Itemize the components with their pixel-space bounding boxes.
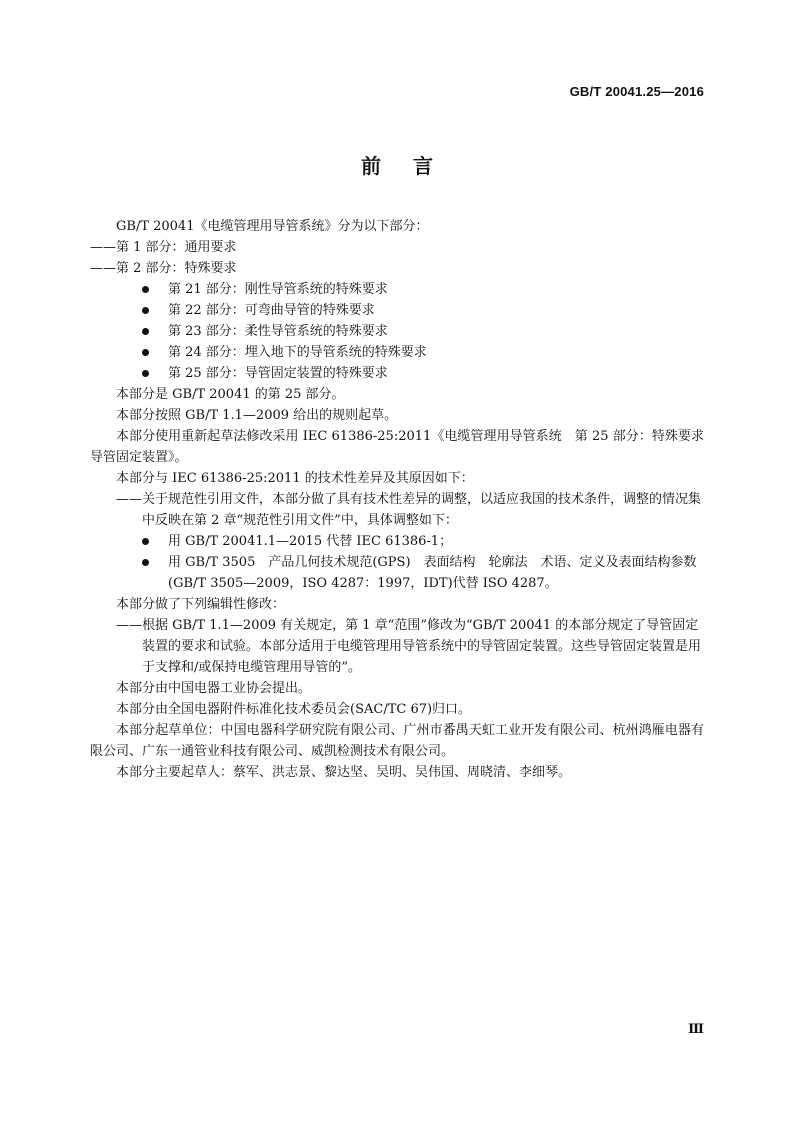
dash-mark: —— (116, 618, 142, 633)
subpart-item (90, 321, 704, 342)
page-number: Ⅲ (688, 1022, 704, 1037)
intro-paragraph: GB/T 20041《电缆管理用导管系统》分为以下部分： (116, 219, 429, 234)
centralized-paragraph: 本部分由全国电器附件标准化技术委员会(SAC/TC 67)归口。 (116, 702, 472, 717)
dash-mark: —— (90, 261, 116, 276)
part-label: 第 1 部分：通用要求 (116, 240, 237, 255)
subpart-item (90, 363, 704, 384)
dash-mark: —— (90, 240, 116, 255)
subpart-label: 第 24 部分：埋入地下的导管系统的特殊要求 (168, 345, 427, 360)
subpart-label: 第 21 部分：刚性导管系统的特殊要求 (168, 282, 388, 297)
editorial-text: 根据 GB/T 1.1—2009 有关规定，第 1 章“范围”修改为“GB/T 20041 的本部分规定了导管固定装置的要求和试验。本部分适用于电缆管理用导管系统中的导管固定装置。这些导管固定装置是用于支撑和/或保持电缆管理用导管的”。 (142, 618, 702, 675)
subpart-label: 第 23 部分：柔性导管系统的特殊要求 (168, 324, 388, 339)
bullet-icon (142, 286, 149, 293)
difference-bullet-text: 用 GB/T 3505 产品几何技术规范(GPS) 表面结构 轮廓法 术语、定义及表面结构参数(GB/T 3505—2009，ISO 4287：1997，IDT)代替 ISO 4287。 (168, 555, 697, 591)
page-title: 前言 (361, 154, 465, 178)
bullet-icon (142, 370, 149, 377)
part-item (90, 237, 704, 258)
difference-item (90, 489, 704, 531)
standard-number: GB/T 20041.25—2016 (569, 84, 704, 99)
bullet-icon (142, 307, 149, 314)
bullet-icon (142, 328, 149, 335)
bullet-icon (142, 349, 149, 356)
drafting-rules-paragraph: 本部分按照 GB/T 1.1—2009 给出的规则起草。 (116, 408, 398, 423)
subpart-label: 第 22 部分：可弯曲导管的特殊要求 (168, 303, 375, 318)
differences-intro: 本部分与 IEC 61386-25:2011 的技术性差异及其原因如下： (116, 471, 474, 486)
difference-text: 关于规范性引用文件，本部分做了具有技术性差异的调整，以适应我国的技术条件，调整的情况集中反映在第 2 章“规范性引用文件”中，具体调整如下： (142, 492, 702, 528)
editorial-item (90, 615, 704, 678)
proposed-by-paragraph: 本部分由中国电器工业协会提出。 (116, 681, 312, 696)
subpart-item (90, 342, 704, 363)
editorial-intro: 本部分做了下列编辑性修改： (116, 597, 286, 612)
is-part-paragraph: 本部分是 GB/T 20041 的第 25 部分。 (116, 387, 345, 402)
drafting-units-paragraph: 本部分起草单位：中国电器科学研究院有限公司、广州市番禺天虹工业开发有限公司、杭州鸿雁电器有限公司、广东一通管业科技有限公司、威凯检测技术有限公司。 (90, 723, 704, 759)
adoption-paragraph: 本部分使用重新起草法修改采用 IEC 61386-25:2011《电缆管理用导管系统 第 25 部分：特殊要求导管固定装置》。 (90, 429, 704, 465)
bullet-icon (142, 559, 149, 566)
foreword-body (90, 216, 704, 783)
bullet-icon (142, 538, 149, 545)
part-item (90, 258, 704, 279)
difference-bullet (90, 552, 704, 594)
difference-bullet (90, 531, 704, 552)
subpart-item (90, 279, 704, 300)
part-label: 第 2 部分：特殊要求 (116, 261, 237, 276)
subpart-label: 第 25 部分：导管固定装置的特殊要求 (168, 366, 388, 381)
drafters-paragraph: 本部分主要起草人：蔡军、洪志景、黎达坚、吴明、吴伟国、周晓清、李细琴。 (116, 765, 572, 780)
difference-bullet-text: 用 GB/T 20041.1—2015 代替 IEC 61386-1； (168, 534, 453, 549)
dash-mark: —— (116, 492, 142, 507)
subpart-item (90, 300, 704, 321)
